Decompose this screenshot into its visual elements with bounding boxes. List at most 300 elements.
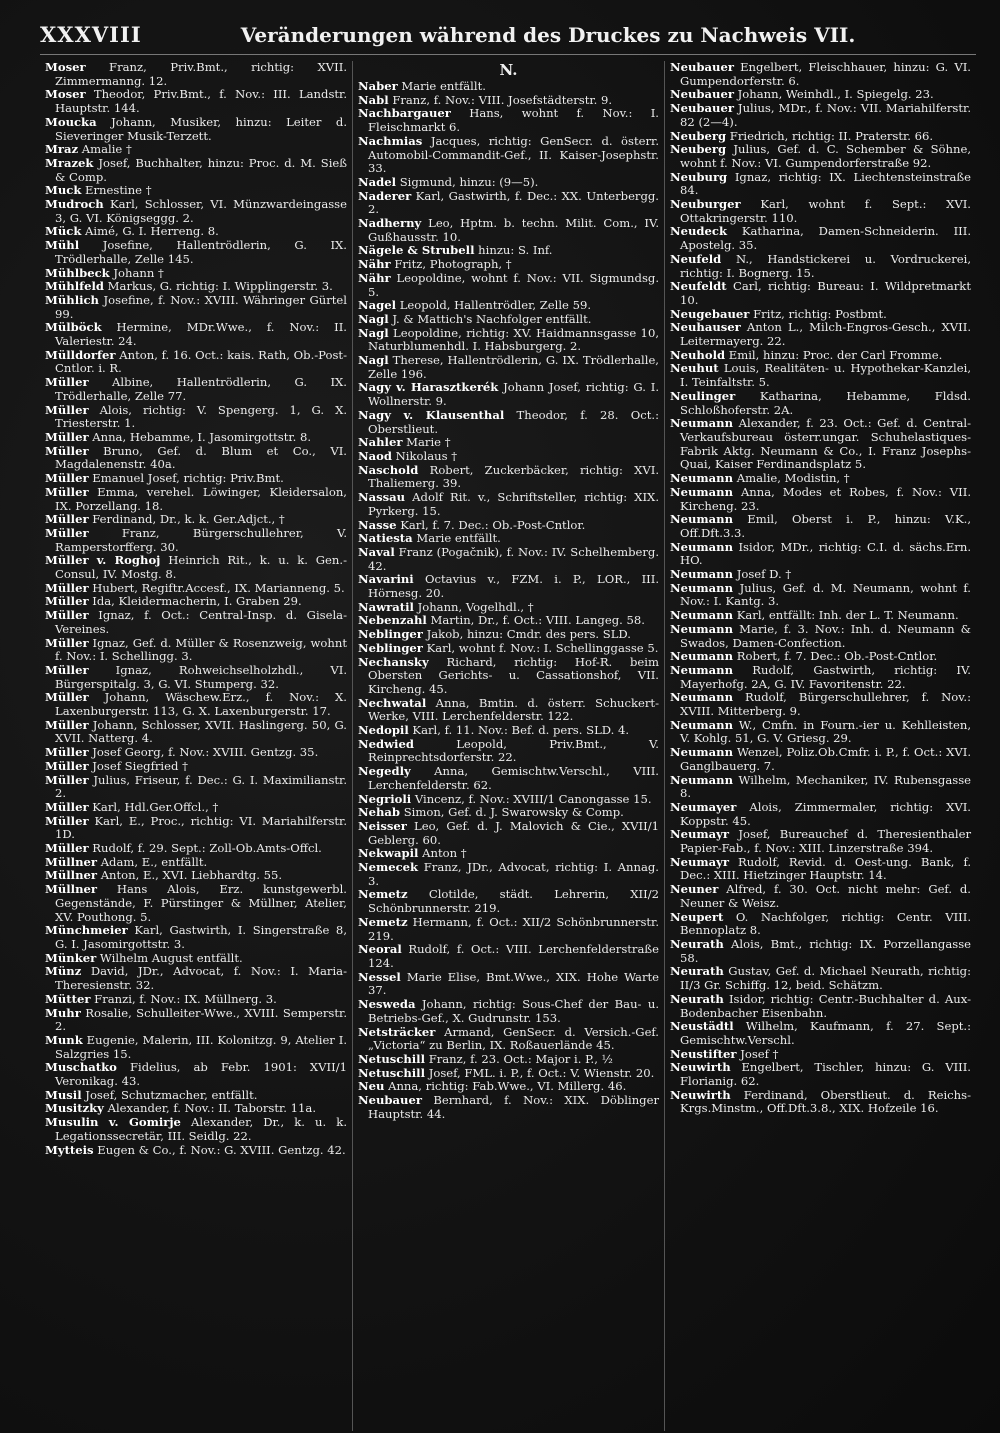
entry-name: Mrazek [45, 155, 94, 170]
directory-entry [670, 801, 971, 828]
directory-entry [45, 1034, 347, 1061]
directory-entry [45, 869, 347, 883]
directory-entry [358, 765, 659, 792]
entry-name: Naderer [358, 188, 412, 203]
directory-entry [45, 609, 347, 636]
entry-name: Müllner [45, 854, 97, 869]
directory-entry [670, 609, 971, 623]
entry-text: Emanuel Josef, richtig: Priv.Bmt. [92, 471, 284, 486]
directory-entry [45, 1144, 347, 1158]
entry-name: Müller [45, 635, 89, 650]
entry-text: Franz (Pogačnik), f. Nov.: IV. Schelhemberg. 42. [368, 544, 660, 573]
entry-text: Louis, Realitäten- u. Hypothekar-Kanzlei, I. Teinfaltstr. 5. [680, 361, 971, 390]
directory-entry [45, 472, 347, 486]
entry-name: Nasse [358, 517, 397, 532]
entry-name: Neuner [670, 882, 719, 897]
entry-name: Neurath [670, 937, 724, 951]
entry-text: Ernestine † [85, 183, 152, 198]
entry-text: Markus, G. richtig: I. Wipplingerstr. 3. [107, 279, 333, 294]
entry-text: Heinrich Rit., k. u. k. Gen.-Consul, IV. Mostg. 8. [55, 553, 347, 582]
entry-name: Müller [45, 772, 89, 787]
entry-text: Julius, MDr., f. Nov.: VII. Mariahilferstr. 82 (2—4). [680, 101, 971, 129]
entry-text: Leopoldine, richtig: XV. Haidmannsgasse 10, Naturblumenhdl. I. Habsburgerg. 2. [368, 325, 659, 354]
directory-entry [670, 856, 971, 883]
entry-text: Clotilde, städt. Lehrerin, XII/2 Schönbrunnerstr. 219. [368, 887, 660, 916]
entry-text: Leopold, Hallentrödler, Zelle 59. [399, 298, 592, 313]
directory-entry [358, 80, 659, 94]
entry-text: Johann, Wäschew.Erz., f. Nov.: X. Laxenburgerstr. 113, G. X. Laxenburgerstr. 17. [55, 690, 347, 719]
entry-name: Neoral [358, 942, 402, 957]
entry-name: Naod [358, 448, 392, 463]
directory-entry [670, 1020, 971, 1047]
entry-name: Neurath [670, 964, 724, 979]
entry-name: Neuhut [670, 361, 719, 376]
entry-name: Neubauer [670, 61, 734, 74]
directory-entry [45, 513, 347, 527]
entry-text: Theodor, Priv.Bmt., f. Nov.: III. Landstr. Hauptstr. 144. [55, 87, 348, 116]
directory-entry [358, 190, 659, 217]
directory-entry [358, 409, 659, 436]
entry-text: Josefine, Hallentrödlerin, G. IX. Trödlerhalle, Zelle 145. [55, 238, 347, 266]
entry-text: Alexander, Dr., k. u. k. Legationssecretär, III. Seidlg. 22. [55, 1115, 347, 1143]
directory-entry [45, 637, 347, 664]
directory-entry [358, 135, 659, 176]
directory-entry [358, 381, 659, 408]
directory-entry [45, 294, 347, 321]
entry-name: Nahler [358, 435, 403, 450]
directory-entry [670, 513, 971, 540]
entry-name: Muschatko [45, 1060, 117, 1075]
directory-entry [358, 820, 659, 847]
entry-name: Neubauer [670, 101, 734, 116]
entry-text: Ferdinand, Dr., k. k. Ger.Adjct., † [92, 512, 285, 527]
entry-name: Müller [45, 594, 89, 609]
directory-entry [670, 308, 971, 322]
entry-name: Muhr [45, 1005, 81, 1020]
directory-entry [358, 697, 659, 724]
entry-name: Neuburg [670, 169, 728, 184]
entry-name: Nehab [358, 805, 401, 820]
entry-text: Ignaz, f. Oct.: Central-Insp. d. Gisela-Vereines. [55, 608, 347, 636]
directory-entry [670, 664, 971, 691]
entry-name: Nagy v. Harasztkerék [358, 380, 499, 395]
entry-name: Neumann [670, 484, 734, 499]
directory-entry [670, 719, 971, 746]
directory-entry [358, 1026, 659, 1053]
entry-text: Richard, richtig: Hof-R. beim Obersten Gerichts- u. Cassationshof, VII. Kircheng. 45. [368, 654, 659, 696]
directory-entry [358, 971, 659, 998]
entry-name: Münz [45, 964, 82, 979]
directory-entry [45, 527, 347, 554]
entry-text: Friedrich, richtig: II. Praterstr. 66. [729, 128, 934, 143]
directory-entry [358, 724, 659, 738]
entry-text: Wilhelm August entfällt. [99, 950, 243, 965]
directory-entry [670, 225, 971, 252]
directory-entry [358, 614, 659, 628]
entry-name: Nekwapil [358, 846, 419, 861]
directory-entry [670, 1089, 971, 1116]
directory-entry [670, 130, 971, 144]
directory-entry [670, 911, 971, 938]
entry-text: Therese, Hallentrödlerin, G. IX. Trödlerhalle, Zelle 196. [368, 353, 659, 381]
entry-text: Josef, FML. i. P., f. Oct.: V. Wienstr. 20. [428, 1065, 655, 1080]
entry-name: Musulin v. Gomirje [45, 1115, 181, 1130]
entry-name: Müller [45, 375, 89, 390]
entry-name: Neblinger [358, 640, 423, 655]
section-letter: N. [499, 61, 518, 79]
directory-entry [358, 998, 659, 1025]
directory-entry [358, 299, 659, 313]
entry-name: Moser [45, 61, 86, 74]
entry-text: Josef D. † [736, 567, 792, 582]
entry-text: Rudolf, Gastwirth, richtig: IV. Mayerhofg. 2A, G. IV. Favoritenstr. 22. [680, 662, 971, 691]
entry-name: Neubauer [670, 87, 734, 102]
directory-entry [358, 546, 659, 573]
entry-name: Munk [45, 1032, 83, 1047]
directory-entry [358, 1094, 659, 1121]
entry-name: Nechwatal [358, 695, 427, 710]
directory-entry [670, 486, 971, 513]
entry-name: Neumann [670, 649, 734, 664]
directory-entry [45, 883, 347, 924]
directory-entry [45, 691, 347, 718]
directory-entry [358, 1053, 659, 1067]
entry-name: Neu [358, 1079, 385, 1094]
entry-name: Mülböck [45, 320, 102, 335]
entry-text: Gustav, Gef. d. Michael Neurath, richtig: II/3 Gr. Schiffg. 12, beid. Schätzm. [680, 964, 971, 993]
entry-name: Natiesta [358, 531, 413, 546]
entry-name: Nemecek [358, 860, 419, 875]
directory-entry [45, 486, 347, 513]
entry-name: Neuwirth [670, 1060, 731, 1075]
entry-name: Neumann [670, 567, 734, 582]
entry-text: Anna, Bmtin. d. österr. Schuckert-Werke, VIII. Lerchenfelderstr. 122. [368, 695, 659, 724]
directory-entry [358, 793, 659, 807]
entry-text: Rudolf, f. 29. Sept.: Zoll-Ob.Amts-Offcl. [92, 841, 322, 856]
directory-entry [358, 327, 659, 354]
entry-name: Nessel [358, 969, 401, 984]
entry-text: W., Cmfn. in Fourn.-ier u. Kehlleisten, V. Kohlg. 51, G. V. Griesg. 29. [680, 717, 972, 746]
entry-name: Neumann [670, 621, 734, 636]
directory-entry [45, 376, 347, 403]
directory-entry [670, 568, 971, 582]
running-title: Veränderungen während des Druckes zu Nachweis VII. [240, 23, 856, 47]
entry-text: Leopold, Priv.Bmt., V. Reinprechtsdorferstr. 22. [368, 736, 659, 765]
entry-name: Müller [45, 799, 89, 814]
entry-text: Ignaz, Gef. d. Müller & Rosenzweig, wohnt f. Nov.: I. Schellingg. 3. [55, 635, 348, 664]
entry-text: Franz, f. 23. Oct.: Major i. P., ½ [428, 1051, 613, 1066]
entry-name: Nähr [358, 270, 391, 285]
directory-entry [358, 313, 659, 327]
directory-entry [670, 390, 971, 417]
entry-text: Johann, Weinhdl., I. Spiegelg. 23. [737, 87, 934, 102]
entry-name: Müllner [45, 882, 97, 897]
entry-text: Eugenie, Malerin, III. Kolonitzg. 9, Atelier I. Salzgries 15. [55, 1032, 347, 1061]
entry-text: Katharina, Hebamme, Fldsd. Schloßhoferstr. 2A. [680, 388, 971, 417]
entry-name: Nagy v. Klausenthal [358, 407, 505, 422]
entry-name: Negrioli [358, 791, 412, 806]
entry-text: Fritz, Photograph, † [394, 257, 512, 272]
entry-name: Mück [45, 224, 82, 239]
entry-name: Müller [45, 758, 89, 773]
entry-text: Isidor, MDr., richtig: C.I. d. sächs.Ern. HO. [680, 539, 971, 568]
entry-name: Müller [45, 429, 89, 444]
entry-name: Neuhold [670, 347, 726, 362]
entry-name: Nachmias [358, 133, 423, 148]
directory-entry [670, 883, 971, 910]
directory-entry [45, 157, 347, 184]
entry-text: Hermann, f. Oct.: XII/2 Schönbrunnerstr. 219. [368, 914, 660, 943]
entry-text: Franz, Priv.Bmt., richtig: XVII. Zimmermanng. 12. [55, 61, 347, 88]
entry-text: Hubert, Regiftr.Accesf., IX. Marianneng. 5. [92, 580, 345, 595]
directory-entry [358, 916, 659, 943]
entry-name: Neugebauer [670, 306, 750, 321]
entry-text: Fritz, richtig: Postbmt. [753, 306, 887, 321]
entry-name: Moser [45, 87, 86, 102]
entry-text: Karl, f. 11. Nov.: Bef. d. pers. SLD. 4. [412, 723, 630, 738]
entry-text: Carl, richtig: Bureau: I. Wildpretmarkt 10. [680, 279, 971, 307]
entry-text: Bernhard, f. Nov.: XIX. Döblinger Hauptstr. 44. [368, 1093, 659, 1121]
directory-entry [45, 267, 347, 281]
directory-entry [670, 746, 971, 773]
entry-name: Neuhauser [670, 320, 741, 335]
directory-entry [45, 431, 347, 445]
entry-text: Armand, GenSecr. d. Versich.-Gef. „Victoria“ zu Berlin, IX. Roßauerlände 45. [368, 1024, 659, 1053]
entry-text: Marie entfällt. [416, 531, 501, 546]
directory-entry [45, 349, 347, 376]
entry-text: Wilhelm, Mechaniker, IV. Rubensgasse 8. [680, 772, 972, 801]
directory-entry [358, 847, 659, 861]
entry-name: Mühlfeld [45, 279, 104, 294]
entry-text: Anna, Modes et Robes, f. Nov.: VII. Kircheng. 23. [680, 484, 972, 513]
directory-entry [670, 417, 971, 472]
entry-name: Nedwied [358, 736, 414, 751]
entry-text: Johann Josef, richtig: G. I. Wollnerstr. 9. [368, 380, 659, 409]
directory-entry [670, 993, 971, 1020]
entry-name: Nadherny [358, 216, 422, 231]
entry-text: Bruno, Gef. d. Blum et Co., VI. Magdalenenstr. 40a. [55, 443, 347, 472]
entry-name: Neumann [670, 580, 734, 595]
entry-text: Johann, Schlosser, XVII. Haslingerg. 50, G. XVII. Natterg. 4. [55, 717, 347, 746]
entry-text: Karl, wohnt f. Sept.: XVI. Ottakringerstr. 110. [680, 197, 971, 225]
entry-text: Josef † [740, 1046, 779, 1061]
entry-text: Alois, Zimmermaler, richtig: XVI. Koppstr. 45. [680, 799, 971, 828]
directory-entry [670, 938, 971, 965]
entry-text: Josef, Bureauchef d. Theresienthaler Papier-Fab., f. Nov.: XIII. Linzerstraße 394. [680, 827, 971, 856]
entry-text: Theodor, f. 28. Oct.: Oberstlieut. [368, 407, 660, 436]
entry-name: Nawratil [358, 599, 414, 614]
columns [40, 61, 976, 1431]
entry-text: Octavius v., FZM. i. P., LOR., III. Hörnesg. 20. [368, 572, 660, 601]
entry-text: Karl, E., Proc., richtig: VI. Mariahilferstr. 1D. [55, 813, 347, 842]
entry-text: Martin, Dr., f. Oct.: VIII. Langeg. 58. [430, 613, 645, 628]
directory-entry [45, 952, 347, 966]
directory-entry [670, 198, 971, 225]
entry-text: Anton † [422, 846, 467, 861]
entry-name: Neurath [670, 991, 724, 1006]
directory-entry [45, 965, 347, 992]
entry-text: N., Handstickerei u. Vordruckerei, richtig: I. Bognerg. 15. [680, 251, 972, 280]
directory-entry [45, 143, 347, 157]
entry-text: Karl, Schlosser, VI. Münzwardeingasse 3, G. VI. Königseggg. 2. [55, 197, 347, 225]
directory-entry [670, 253, 971, 280]
directory-entry [670, 1048, 971, 1062]
directory-entry [45, 856, 347, 870]
entry-text: Alexander, f. 23. Oct.: Gef. d. Central-Verkaufsbureau österr.ungar. Schuhelastiques-Fabrik Aktg. Neumann & Co., I. Franz Josephs-Quai, Kaiser Ferdinandsplatz 5. [680, 416, 972, 472]
directory-entry [358, 450, 659, 464]
directory-entry [45, 595, 347, 609]
entry-text: Johann, richtig: Sous-Chef der Bau- u. Betriebs-Gef., X. Gudrunstr. 153. [368, 997, 660, 1025]
directory-entry [45, 664, 347, 691]
entry-text: Marie Elise, Bmt.Wwe., XIX. Hohe Warte 37. [368, 969, 660, 998]
page-number: XXXVIII [40, 22, 142, 47]
entry-text: Robert, Zuckerbäcker, richtig: XVI. Thaliemerg. 39. [368, 462, 660, 491]
entry-name: Neufeldt [670, 279, 727, 294]
entry-name: Neumann [670, 512, 734, 527]
directory-entry [670, 582, 971, 609]
entry-text: Sigmund, hinzu: (9—5). [399, 174, 539, 189]
directory-entry [670, 623, 971, 650]
entry-text: Johann † [113, 265, 164, 280]
directory-entry [45, 582, 347, 596]
column-middle [352, 61, 664, 1431]
entry-name: Mühl [45, 238, 80, 253]
entry-text: Leo, Gef. d. J. Malovich & Cie., XVII/1 Geblerg. 60. [368, 818, 659, 847]
entry-name: Neumann [670, 745, 734, 760]
entry-text: Anna, Hebamme, I. Jasomirgottstr. 8. [92, 429, 312, 444]
entry-name: Nedopil [358, 723, 409, 738]
entry-text: Franzi, f. Nov.: IX. Müllnerg. 3. [94, 991, 277, 1006]
directory-entry [45, 842, 347, 856]
directory-entry [670, 650, 971, 664]
entry-text: Karl, Gastwirth, f. Dec.: XX. Unterbergg. 2. [368, 188, 659, 217]
entry-name: Müller v. Roghoj [45, 553, 161, 568]
directory-entry [670, 102, 971, 129]
entry-text: Fidelius, ab Febr. 1901: XVII/1 Veronikag. 43. [55, 1060, 347, 1089]
entry-name: Mütter [45, 991, 91, 1006]
entry-text: Adam, E., entfällt. [100, 854, 208, 869]
entry-name: Neubauer [358, 1093, 422, 1108]
entry-text: Johann, Vogelhdl., † [417, 599, 534, 614]
directory-entry [358, 354, 659, 381]
directory-entry [358, 532, 659, 546]
entry-text: Josef Georg, f. Nov.: XVIII. Gentzg. 35. [92, 745, 319, 760]
directory-entry [45, 993, 347, 1007]
entry-name: Nechansky [358, 654, 429, 669]
entry-name: Neumann [670, 539, 734, 554]
entry-text: Amalie † [81, 142, 132, 157]
entry-text: Hans, wohnt f. Nov.: I. Fleischmarkt 6. [368, 106, 659, 135]
directory-entry [670, 541, 971, 568]
entry-name: Nebenzahl [358, 613, 427, 628]
directory-entry [45, 239, 347, 266]
entry-text: Ida, Kleidermacherin, I. Graben 29. [92, 594, 302, 609]
directory-entry [358, 107, 659, 134]
entry-name: Müller [45, 813, 89, 828]
entry-text: Franz, JDr., Advocat, richtig: I. Annag. 3. [368, 860, 659, 888]
directory-entry [358, 491, 659, 518]
directory-entry [358, 519, 659, 533]
entry-name: Nagl [358, 325, 389, 340]
directory-entry [358, 258, 659, 272]
directory-entry [358, 861, 659, 888]
directory-entry [45, 321, 347, 348]
entry-name: Müller [45, 512, 89, 527]
directory-entry [670, 88, 971, 102]
entry-text: Wilhelm, Kaufmann, f. 27. Sept.: Gemischtw.Verschl. [680, 1019, 971, 1047]
entry-name: Neblinger [358, 627, 423, 642]
entry-text: Marie † [406, 435, 451, 450]
entry-name: Nassau [358, 490, 406, 505]
entry-text: Engelbert, Tischler, hinzu: G. VIII. Florianig. 62. [680, 1060, 971, 1089]
entry-name: Neumann [670, 471, 734, 486]
entry-text: Julius, Gef. d. M. Neumann, wohnt f. Nov.: I. Kantg. 3. [680, 580, 971, 609]
entry-name: Neudeck [670, 224, 727, 239]
entry-text: Hermine, MDr.Wwe., f. Nov.: II. Valeriestr. 24. [55, 320, 347, 349]
directory-entry [45, 746, 347, 760]
entry-name: Müller [45, 484, 89, 499]
entry-text: Hans Alois, Erz. kunstgewerbl. Gegenstände, F. Pürstinger & Müllner, Atelier, XV. Pouthong. 5. [55, 882, 347, 924]
directory-entry [45, 924, 347, 951]
entry-name: Navarini [358, 572, 414, 587]
directory-entry [670, 362, 971, 389]
entry-text: Anna, Gemischtw.Verschl., VIII. Lerchenfelderstr. 62. [368, 764, 659, 792]
entry-text: Emil, Oberst i. P., hinzu: V.K., Off.Dft.3.3. [680, 512, 972, 540]
directory-entry [670, 472, 971, 486]
entry-name: Neustädtl [670, 1019, 734, 1034]
directory-entry [358, 464, 659, 491]
directory-entry [45, 198, 347, 225]
entry-name: Neulinger [670, 388, 736, 403]
entry-text: Julius, Gef. d. C. Schember & Söhne, wohnt f. Nov.: VI. Gumpendorferstraße 92. [680, 142, 972, 170]
entry-name: Nähr [358, 257, 391, 272]
directory-entry [358, 601, 659, 615]
entry-text: Jacques, richtig: GenSecr. d. österr. Automobil-Commandit-Gef., II. Kaiser-Josephstr. 33. [368, 133, 659, 176]
entry-text: Anton L., Milch-Engros-Gesch., XVII. Leitermayerg. 22. [680, 320, 971, 349]
entry-name: Naber [358, 79, 398, 93]
directory-entry [670, 965, 971, 992]
entry-name: Müller [45, 841, 89, 856]
entry-text: hinzu: S. Inf. [478, 243, 553, 258]
entry-text: Karl, Hdl.Ger.Offcl., † [92, 799, 219, 814]
entry-name: Müller [45, 580, 89, 595]
entry-text: Julius, Friseur, f. Dec.: G. I. Maximilianstr. 2. [55, 772, 348, 801]
entry-text: Aimé, G. I. Herreng. 8. [85, 224, 219, 239]
entry-text: J. & Mattich's Nachfolger entfällt. [392, 311, 592, 326]
column-left [40, 61, 352, 1431]
entry-text: Engelbert, Fleischhauer, hinzu: G. VI. Gumpendorferstr. 6. [680, 61, 971, 88]
entry-text: Josef, Buchhalter, hinzu: Proc. d. M. Sieß & Comp. [55, 155, 348, 184]
directory-entry [45, 1089, 347, 1103]
directory-entry [45, 1061, 347, 1088]
entry-name: Neuberg [670, 142, 727, 157]
entry-name: Naval [358, 544, 395, 559]
entry-name: Neumann [670, 690, 734, 705]
entry-text: Alois, richtig: V. Spengerg. 1, G. X. Triesterstr. 1. [55, 402, 348, 431]
entry-text: Jakob, hinzu: Cmdr. des pers. SLD. [426, 627, 631, 642]
directory-entry [670, 61, 971, 88]
entry-text: Simon, Gef. d. J. Swarowsky & Comp. [403, 805, 624, 820]
directory-entry [358, 436, 659, 450]
entry-name: Müller [45, 717, 89, 732]
directory-entry [358, 642, 659, 656]
entry-name: Münchmeier [45, 923, 128, 938]
entry-name: Mülldorfer [45, 347, 116, 362]
entry-text: Isidor, richtig: Centr.-Buchhalter d. Aux-Bodenbacher Eisenbahn. [680, 991, 972, 1020]
entry-name: Netsträcker [358, 1024, 436, 1039]
entry-name: Neumann [670, 772, 734, 787]
entry-text: Ignaz, richtig: IX. Liechtensteinstraße 84. [680, 169, 972, 198]
